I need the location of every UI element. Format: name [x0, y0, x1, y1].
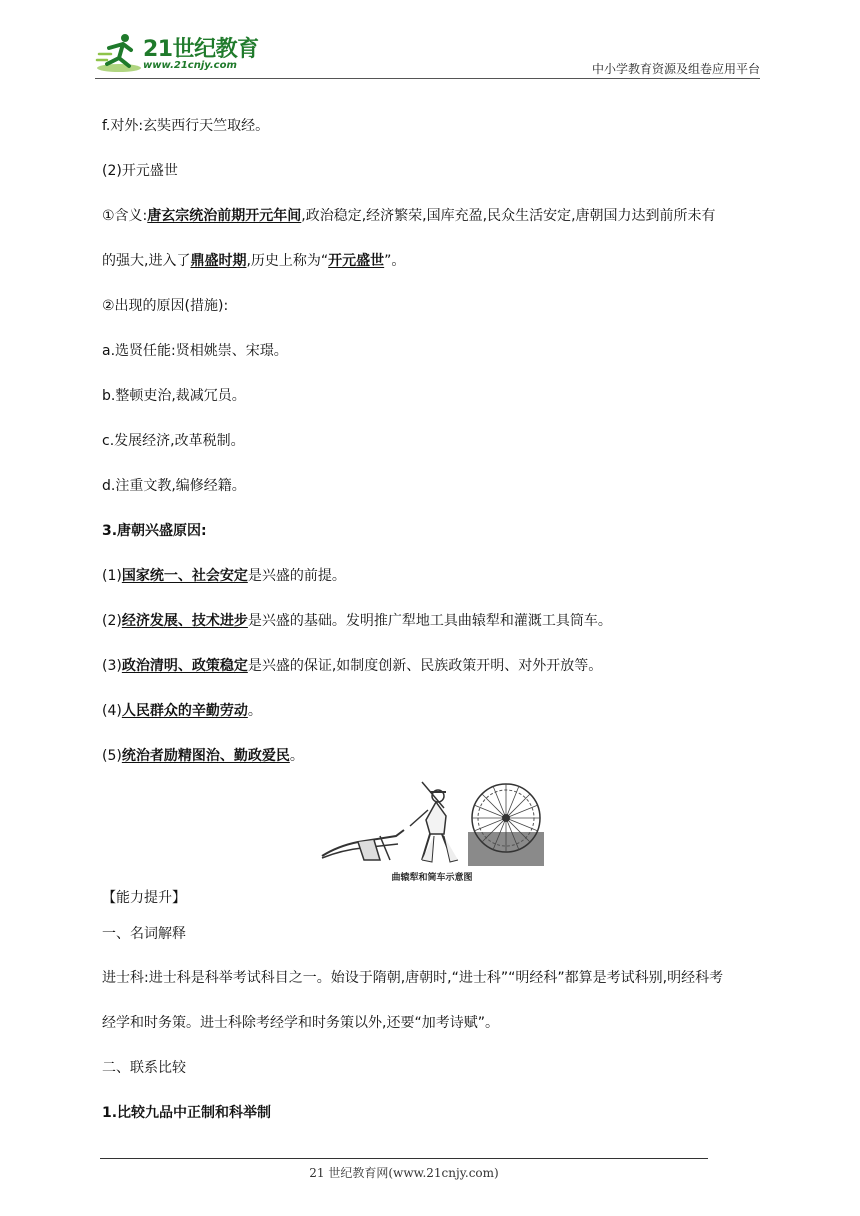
figure-caption: 曲辕犁和筒车示意图	[391, 873, 473, 883]
text-line	[102, 1013, 499, 1033]
text-span: 。	[247, 703, 262, 719]
footer-divider	[100, 1158, 708, 1159]
text-span: 是兴盛的前提。	[247, 568, 346, 584]
figure-plow-waterwheel	[318, 776, 546, 886]
key-term: 政治清明、政策稳定	[121, 658, 248, 674]
text-line	[102, 611, 612, 631]
text-span: (1)	[102, 568, 122, 584]
key-term: 国家统一、社会安定	[121, 568, 248, 584]
text-line	[102, 566, 346, 586]
text-span: f.对外:玄奘西行天竺取经。	[102, 118, 270, 134]
text-span: (4)	[102, 703, 122, 719]
text-line	[102, 161, 178, 181]
key-term: 开元盛世	[328, 253, 385, 269]
text-span: a.选贤任能:贤相姚崇、宋璟。	[102, 343, 288, 359]
text-line	[102, 701, 262, 721]
text-span: 是兴盛的保证,如制度创新、民族政策开明、对外开放等。	[247, 658, 603, 674]
text-line	[102, 296, 228, 316]
text-line	[102, 386, 246, 406]
text-span: 经学和时务策。进士科除考经学和时务策以外,还要“加考诗赋”。	[102, 1015, 499, 1031]
text-line	[102, 888, 186, 908]
text-line	[102, 656, 602, 676]
text-line	[102, 206, 716, 226]
brand-url: www.21cnjy.com	[143, 60, 237, 71]
text-span: d.注重文教,编修经籍。	[102, 478, 246, 494]
text-span: 是兴盛的基础。发明推广犁地工具曲辕犁和灌溉工具筒车。	[247, 613, 612, 629]
text-span: ②出现的原因(措施):	[102, 298, 229, 314]
text-line	[102, 746, 304, 766]
text-line	[102, 924, 186, 944]
key-term: 统治者励精图治、勤政爱民	[121, 748, 290, 764]
text-span: (2)	[102, 613, 122, 629]
brand-name: 21世纪教育	[143, 37, 259, 62]
text-line	[102, 1058, 186, 1078]
key-term: 经济发展、技术进步	[121, 613, 248, 629]
text-span: 的强大,进入了	[102, 253, 191, 269]
plow-waterwheel-illustration	[318, 776, 546, 868]
text-span: ,历史上称为“	[246, 253, 329, 269]
text-span: 二、联系比较	[102, 1060, 186, 1076]
text-line	[102, 251, 405, 271]
text-span: (5)	[102, 748, 122, 764]
text-span: (3)	[102, 658, 122, 674]
text-line	[102, 116, 269, 136]
text-span: 一、名词解释	[102, 926, 186, 942]
text-line	[102, 521, 207, 541]
text-span: b.整顿吏治,裁减冗员。	[102, 388, 246, 404]
text-line	[102, 968, 723, 988]
bold-heading: 3.唐朝兴盛原因:	[102, 523, 207, 539]
text-span: ①含义:	[102, 208, 148, 224]
text-line	[102, 476, 246, 496]
header-platform-text: 中小学教育资源及组卷应用平台	[591, 62, 760, 76]
text-line	[102, 1103, 271, 1123]
page-header	[95, 30, 760, 80]
text-span: (2)开元盛世	[102, 163, 178, 179]
text-span: 【能力提升】	[102, 890, 186, 906]
key-term: 唐玄宗统治前期开元年间	[147, 208, 302, 224]
bold-heading: 1.比较九品中正制和科举制	[102, 1105, 272, 1121]
text-line	[102, 341, 288, 361]
text-span: c.发展经济,改革税制。	[102, 433, 245, 449]
text-span: 进士科:进士科是科举考试科目之一。始设于隋朝,唐朝时,“进士科”“明经科”都算是考试科别,明经科考	[102, 970, 724, 986]
key-term: 鼎盛时期	[190, 253, 247, 269]
header-divider	[95, 78, 760, 79]
key-term: 人民群众的辛勤劳动	[121, 703, 248, 719]
text-span: 。	[289, 748, 304, 764]
text-span: ,政治稳定,经济繁荣,国库充盈,民众生活安定,唐朝国力达到前所未有	[301, 208, 716, 224]
text-line	[102, 431, 245, 451]
footer-text: 21 世纪教育网(www.21cnjy.com)	[309, 1166, 499, 1180]
text-span: ”。	[384, 253, 406, 269]
